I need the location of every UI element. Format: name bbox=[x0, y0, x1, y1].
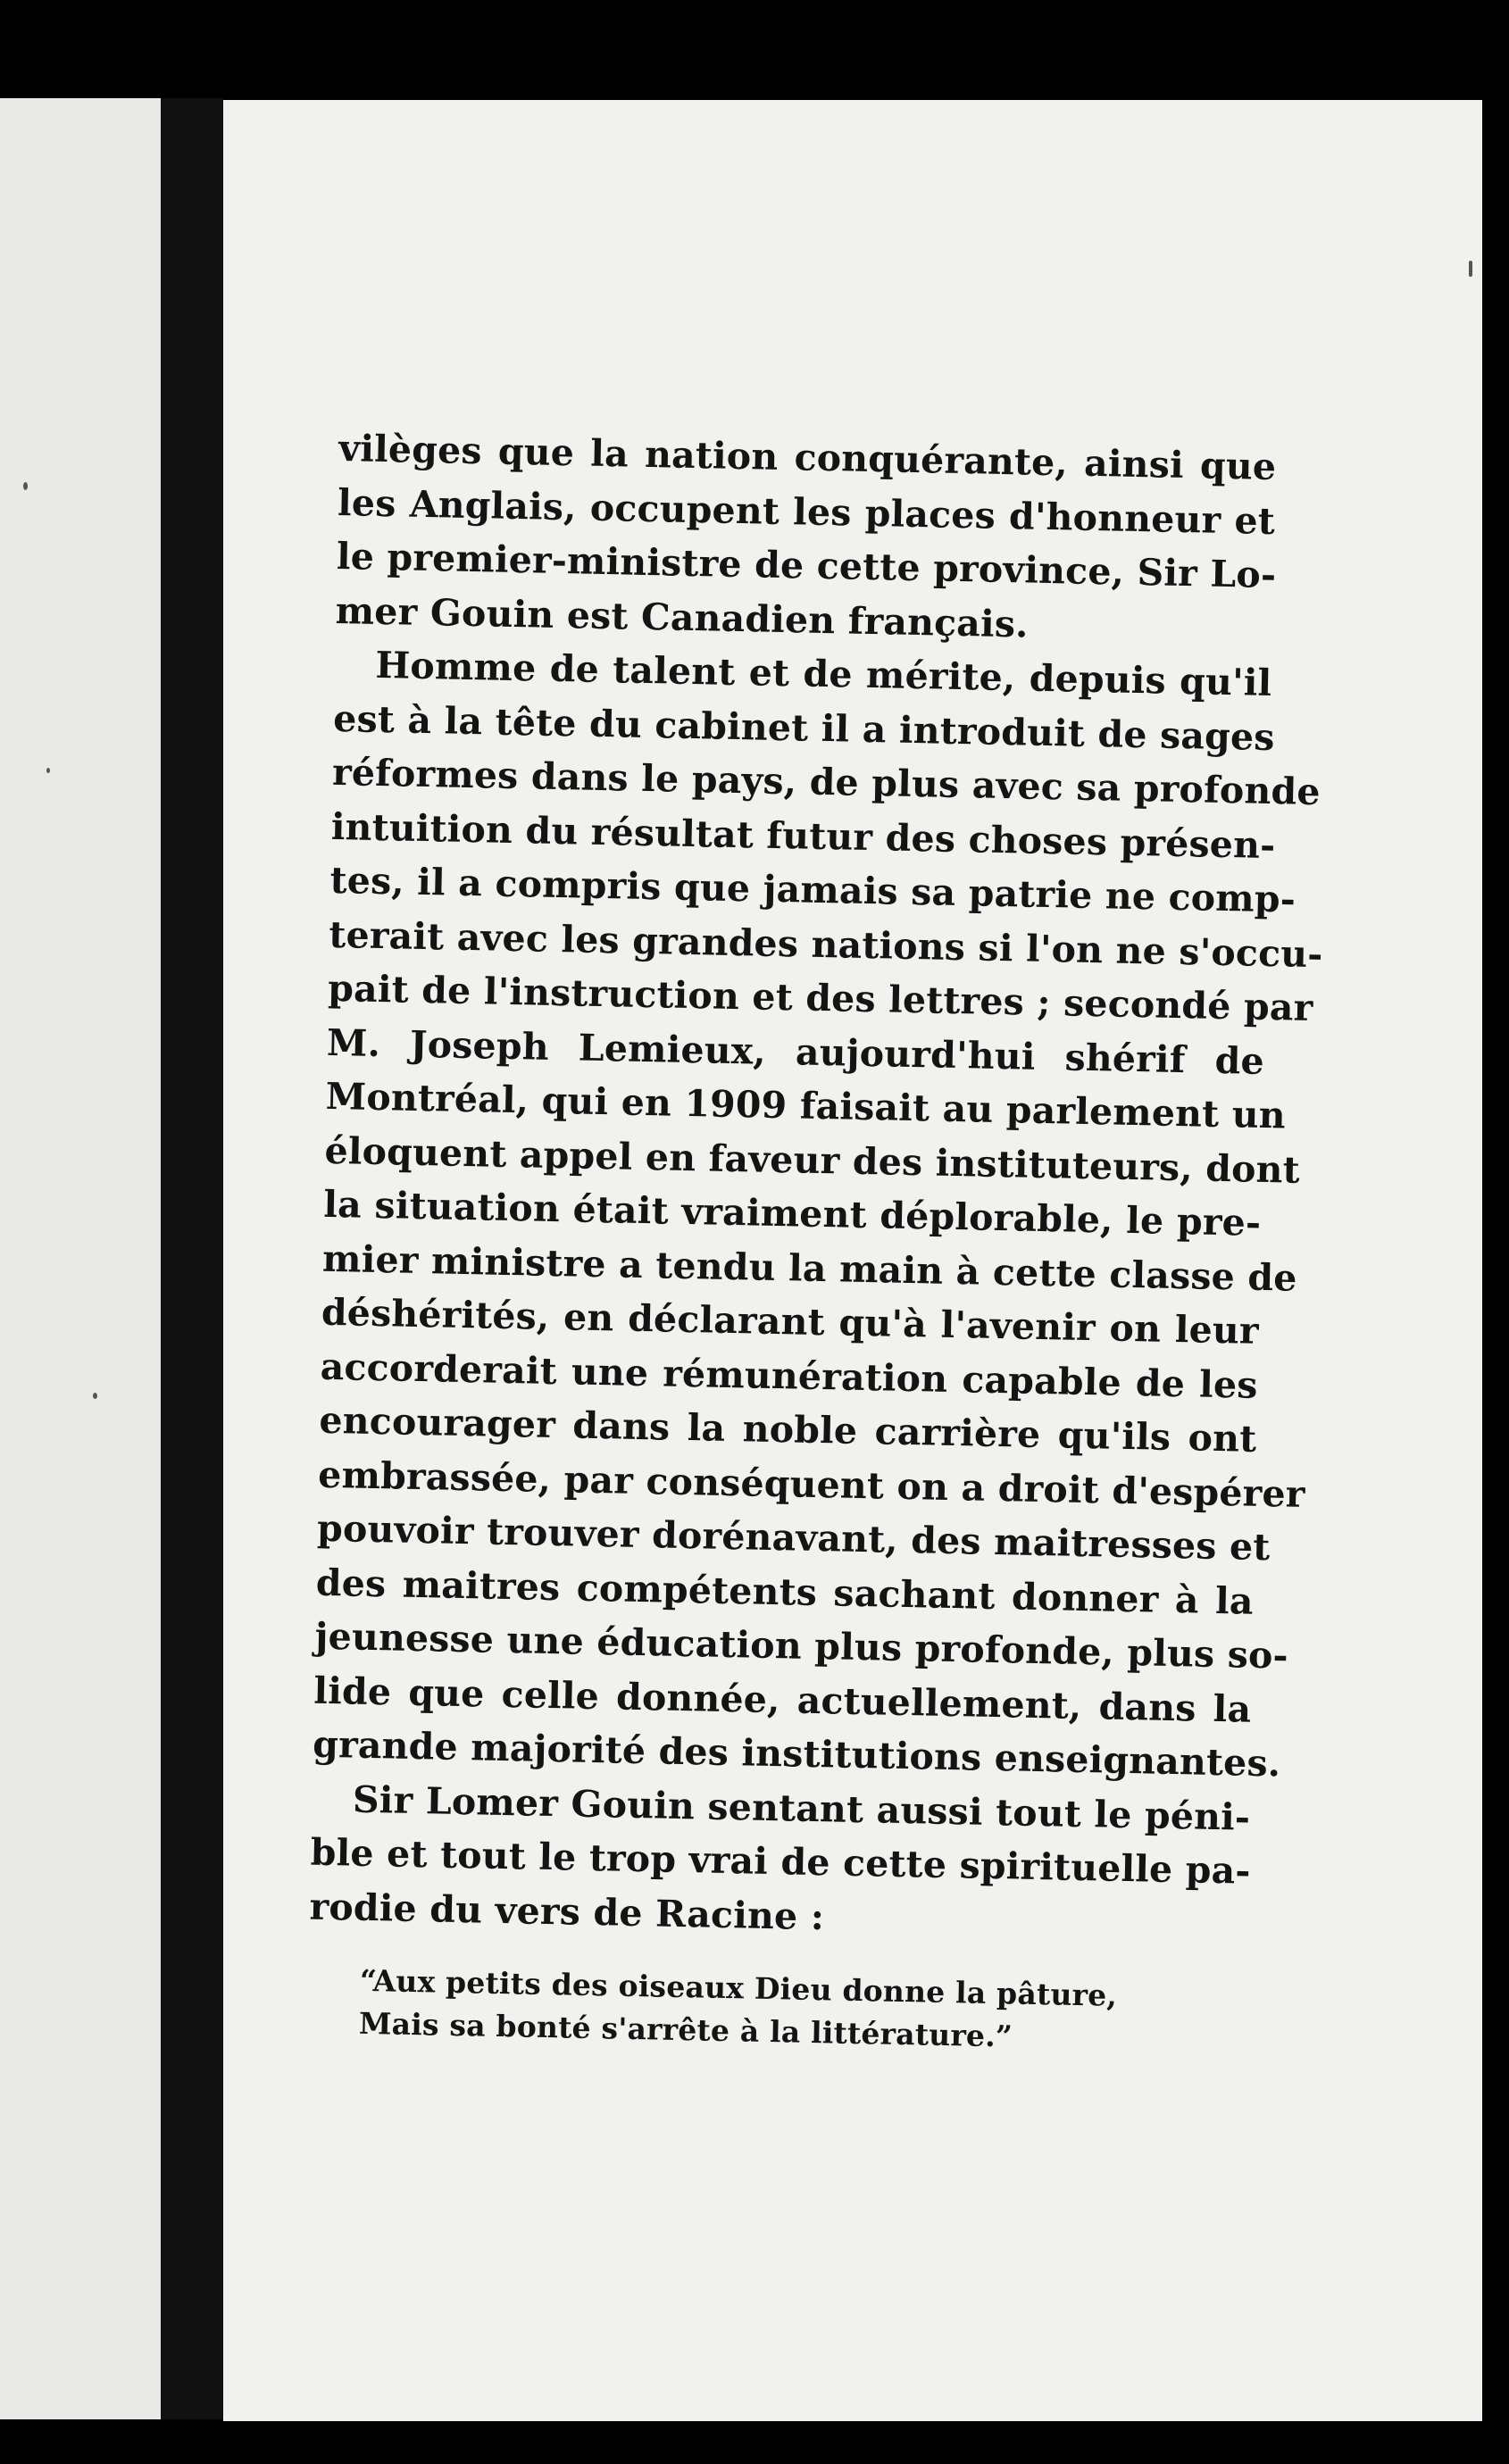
page-text bbox=[307, 421, 1323, 2063]
verse-quotation bbox=[359, 1960, 1246, 2063]
text-line: jeunesse une éducation plus profonde, plus so- bbox=[314, 1614, 1289, 1677]
text-line: lide que celle donnée, actuellement, dans la bbox=[313, 1669, 1252, 1731]
text-line: embrassée, par conséquent on a droit d'espérer bbox=[317, 1453, 1306, 1516]
text-line: accorderait une rémunération capable de les bbox=[320, 1344, 1259, 1407]
book-page bbox=[223, 100, 1482, 2421]
scan-speck bbox=[46, 768, 50, 773]
facing-page-edge bbox=[0, 98, 161, 2419]
text-line: tes, il a compris que jamais sa patrie ne comp- bbox=[329, 858, 1296, 921]
text-line: mier ministre a tendu la main à cette classe de bbox=[321, 1236, 1298, 1300]
text-line: le premier-ministre de cette province, Sir Lo- bbox=[336, 534, 1277, 597]
paragraph-2 bbox=[312, 637, 1323, 1790]
text-line: réformes dans le pays, de plus avec sa profonde bbox=[331, 750, 1321, 814]
quote-line: “Aux petits des oiseaux Dieu donne la pâture, bbox=[359, 1962, 1118, 2013]
text-line: grande majorité des institutions enseignantes. bbox=[312, 1722, 1281, 1786]
text-line: intuition du résultat futur des choses présen- bbox=[330, 804, 1276, 867]
scan-speck bbox=[93, 1393, 97, 1399]
text-line: M. Joseph Lemieux, aujourd'hui shérif de bbox=[326, 1020, 1265, 1083]
text-line: pouvoir trouver dorénavant, des maitresses et bbox=[316, 1506, 1271, 1569]
text-line: ble et tout le trop vrai de cette spirituelle pa- bbox=[310, 1830, 1252, 1893]
text-line: vilèges que la nation conquérante, ainsi que bbox=[338, 426, 1277, 489]
text-line: Sir Lomer Gouin sentant aussi tout le péni- bbox=[352, 1777, 1251, 1839]
text-line: les Anglais, occupent les places d'honneur et bbox=[337, 480, 1276, 543]
scan-speck bbox=[1469, 261, 1472, 277]
text-line: déshérités, en déclarant qu'à l'avenir on leur bbox=[321, 1290, 1260, 1353]
text-line: la situation était vraiment déplorable, le pre- bbox=[322, 1182, 1262, 1244]
text-line: terait avec les grandes nations si l'on ne s'occu- bbox=[328, 912, 1323, 976]
text-line: Homme de talent et de mérite, depuis qu'il bbox=[375, 643, 1272, 705]
text-line: est à la tête du cabinet il a introduit de sages bbox=[332, 696, 1276, 759]
text-line: Montréal, qui en 1909 faisait au parlement un bbox=[325, 1074, 1287, 1137]
text-line: rodie du vers de Racine : bbox=[309, 1885, 825, 1938]
text-line: pait de l'instruction et des lettres ; secondé par bbox=[327, 966, 1313, 1030]
text-line: éloquent appel en faveur des instituteurs, dont bbox=[324, 1128, 1301, 1192]
quote-line: Mais sa bonté s'arrête à la littérature.” bbox=[358, 2005, 1013, 2054]
paragraph-3 bbox=[309, 1771, 1252, 1952]
scan-speck bbox=[23, 482, 28, 490]
paragraph-1 bbox=[335, 421, 1277, 656]
text-line: encourager dans la noble carrière qu'ils ont bbox=[319, 1398, 1257, 1461]
book-gutter bbox=[161, 98, 223, 2419]
text-line: mer Gouin est Canadien français. bbox=[335, 588, 1030, 646]
text-line: des maitres compétents sachant donner à la bbox=[315, 1561, 1255, 1623]
